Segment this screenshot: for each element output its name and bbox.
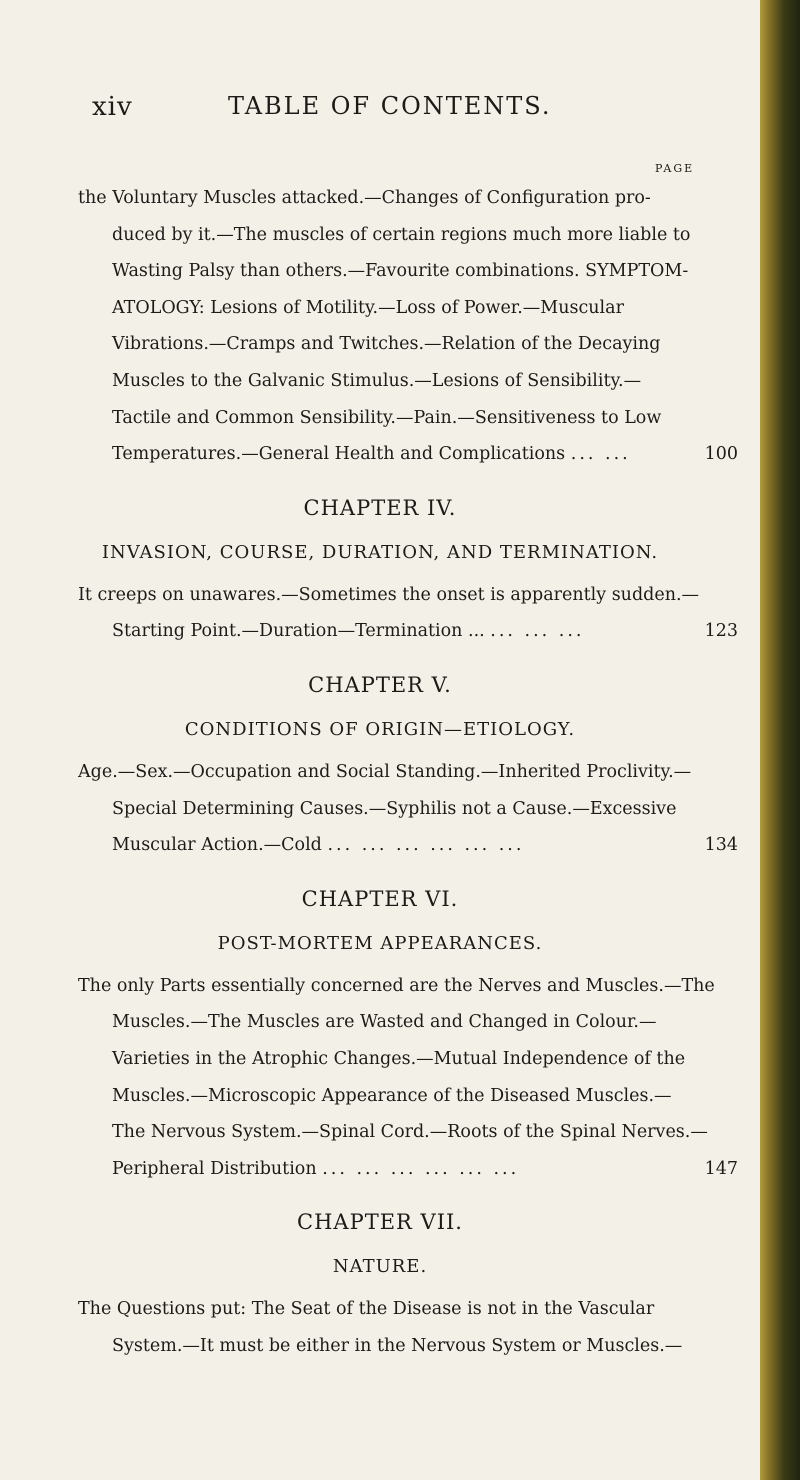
entry-text: Muscular Action.—Cold [112, 835, 322, 856]
entry-line: Vibrations.—Cramps and Twitches.—Relation of the Decaying [112, 334, 661, 355]
entry-text: Temperatures.—General Health and Complications [112, 444, 566, 465]
chapter-section [0, 874, 760, 1188]
chapter-section [0, 1197, 760, 1364]
chapter-label: CHAPTER VII. [297, 1210, 463, 1235]
chapter-entry [78, 577, 738, 650]
chapter-title: POST-MORTEM APPEARANCES. [217, 932, 543, 954]
dot-leader: ... ... ... ... ... ... [322, 1158, 520, 1179]
dot-leader: ... ... ... [490, 621, 585, 642]
entry-line: ATOLOGY: Lesions of Motility.—Loss of Power.—Muscular [112, 297, 624, 318]
entry-line: The Questions put: The Seat of the Disease is not in the Vascular [78, 1299, 655, 1320]
entry-line: duced by it.—The muscles of certain regions much more liable to [112, 224, 691, 245]
page-number: 123 [704, 621, 738, 642]
entry-line: Muscles.—The Muscles are Wasted and Changed in Colour.— [112, 1012, 657, 1033]
page-number: 134 [704, 835, 738, 856]
entry-last-line [78, 827, 738, 864]
page-number: 100 [704, 444, 738, 465]
entry-line: Special Determining Causes.—Syphilis not a Cause.—Excessive [112, 798, 677, 819]
entry-line: It creeps on unawares.—Sometimes the onset is apparently sudden.— [78, 584, 700, 605]
page-edge [760, 0, 800, 1480]
chapter-title: INVASION, COURSE, DURATION, AND TERMINATION. [101, 541, 659, 563]
entry-line: Varieties in the Atrophic Changes.—Mutual Independence of the [112, 1048, 686, 1069]
entry-line: System.—It must be either in the Nervous System or Muscles.— [112, 1335, 683, 1356]
chapter-label: CHAPTER V. [308, 672, 452, 697]
chapter-entry [78, 968, 738, 1188]
chapter-title: NATURE. [332, 1256, 428, 1278]
entry-text: Starting Point.—Duration—Termination ... [112, 621, 485, 642]
entry-line: Muscles.—Microscopic Appearance of the Diseased Muscles.— [112, 1085, 672, 1106]
entry-last-line [78, 436, 738, 473]
page-column-label: PAGE [655, 162, 695, 175]
dot-leader: ... ... [570, 444, 631, 465]
entry-text: Peripheral Distribution [112, 1158, 317, 1179]
chapter-title: CONDITIONS OF ORIGIN—ETIOLOGY. [184, 718, 576, 740]
chapter-entry [78, 1291, 738, 1364]
page-number: 147 [704, 1158, 738, 1179]
entry-line: Muscles to the Galvanic Stimulus.—Lesions of Sensibility.— [112, 370, 642, 391]
contents-body [0, 180, 760, 1364]
entry-line: Age.—Sex.—Occupation and Social Standing.—Inherited Proclivity.— [78, 761, 692, 782]
entry-line: The only Parts essentially concerned are the Nerves and Muscles.—The [78, 975, 715, 996]
entry-line: the Voluntary Muscles attacked.—Changes of Configuration pro- [78, 188, 651, 208]
page-folio: xiv [92, 92, 133, 122]
chapter-entry [78, 754, 738, 864]
entry-line: Wasting Palsy than others.—Favourite combinations. SYMPTOM- [112, 261, 689, 282]
entry-last-line [78, 613, 738, 650]
chapter-label: CHAPTER VI. [301, 886, 459, 911]
entry-line: The Nervous System.—Spinal Cord.—Roots of the Spinal Nerves.— [112, 1122, 708, 1143]
intro-entry [78, 180, 738, 473]
entry-line: Tactile and Common Sensibility.—Pain.—Sensitiveness to Low [112, 407, 662, 428]
running-head [0, 92, 760, 132]
chapter-label: CHAPTER IV. [303, 495, 457, 520]
chapter-section [0, 483, 760, 650]
dot-leader: ... ... ... ... ... ... [327, 835, 525, 856]
chapter-section [0, 660, 760, 864]
page-title: TABLE OF CONTENTS. [228, 92, 552, 120]
entry-last-line [78, 1151, 738, 1188]
